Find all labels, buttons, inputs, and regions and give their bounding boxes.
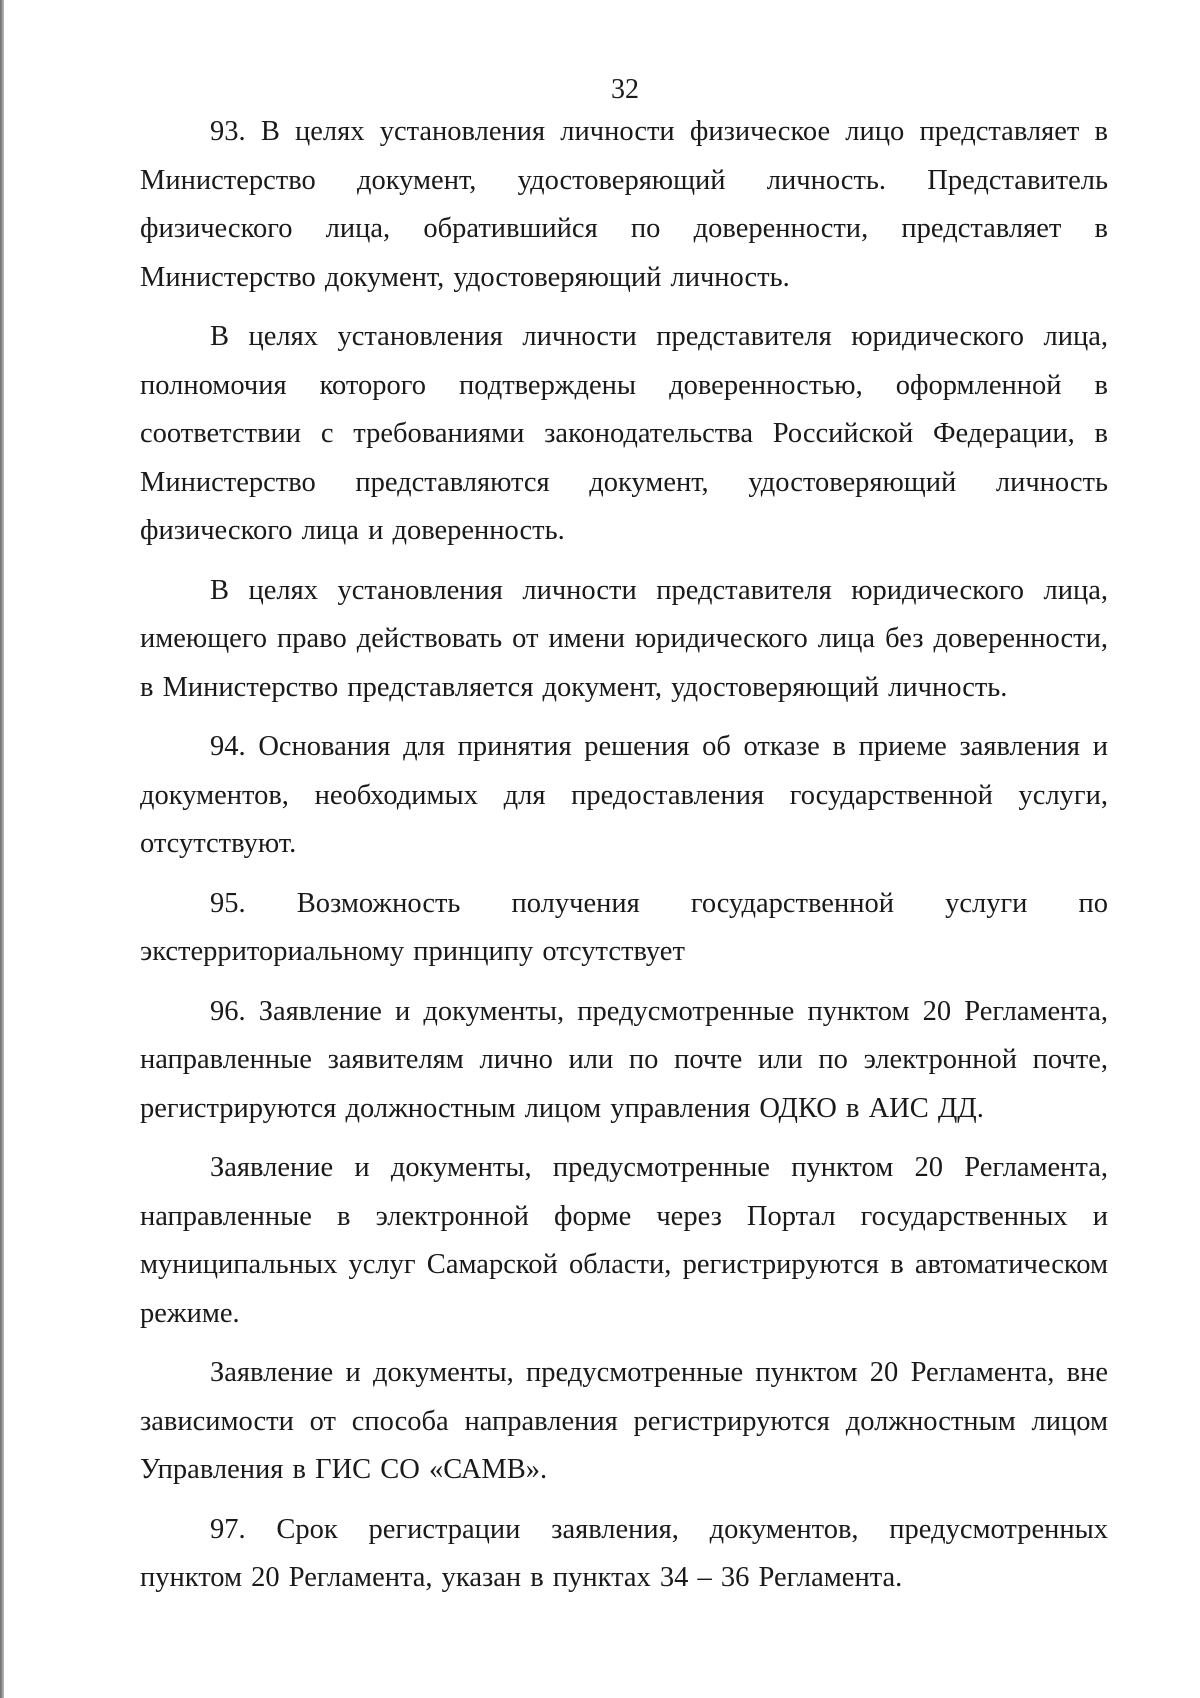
paragraph-97: 97. Срок регистрации заявления, документов, предусмотренных пунктом 20 Регламента, указан в пунктах 34 – 36 Регламента.	[140, 1513, 1108, 1593]
paragraph-96-gis: Заявление и документы, предусмотренные пунктом 20 Регламента, вне зависимости от способа направления регистрируются должностным лицом Управления в ГИС СО «САМВ».	[140, 1357, 1108, 1485]
scan-edge-shadow	[0, 0, 4, 1698]
page-number: 32	[611, 74, 639, 105]
paragraph-94: 94. Основания для принятия решения об отказе в приеме заявления и документов, необходимых для предоставления государственной услуги, отсутствуют.	[140, 731, 1108, 859]
paragraph-95: 95. Возможность получения государственной услуги по экстерриториальному принципу отсутствует	[140, 887, 1108, 967]
paragraph-93-legal-entity-no-proxy: В целях установления личности представителя юридического лица, имеющего право действовать от имени юридического лица без доверенности, в Министерство представляется документ, удостоверяющий личность.	[140, 574, 1108, 703]
paragraph-96-electronic: Заявление и документы, предусмотренные пунктом 20 Регламента, направленные в электронной форме через Портал государственных и муниципальных услуг Самарской области, регистрируются в автоматическом режиме.	[140, 1152, 1108, 1329]
paragraph-93-legal-entity-proxy: В целях установления личности представителя юридического лица, полномочия которого подтверждены доверенностью, оформленной в соответствии с требованиями законодательства Российской Федерации, в Министерство представляются документ, удостоверяющий личность физического лица и доверенность.	[140, 321, 1108, 546]
document-body	[140, 108, 1108, 1614]
paragraph-96: 96. Заявление и документы, предусмотренные пунктом 20 Регламента, направленные заявителям лично или по почте или по электронной почте, регистрируются должностным лицом управления ОДКО в АИС ДД.	[140, 995, 1108, 1124]
paragraph-93: 93. В целях установления личности физическое лицо представляет в Министерство документ, удостоверяющий личность. Представитель физического лица, обратившийся по доверенности, представляет в Министерство документ, удостоверяющий личность.	[140, 116, 1108, 293]
